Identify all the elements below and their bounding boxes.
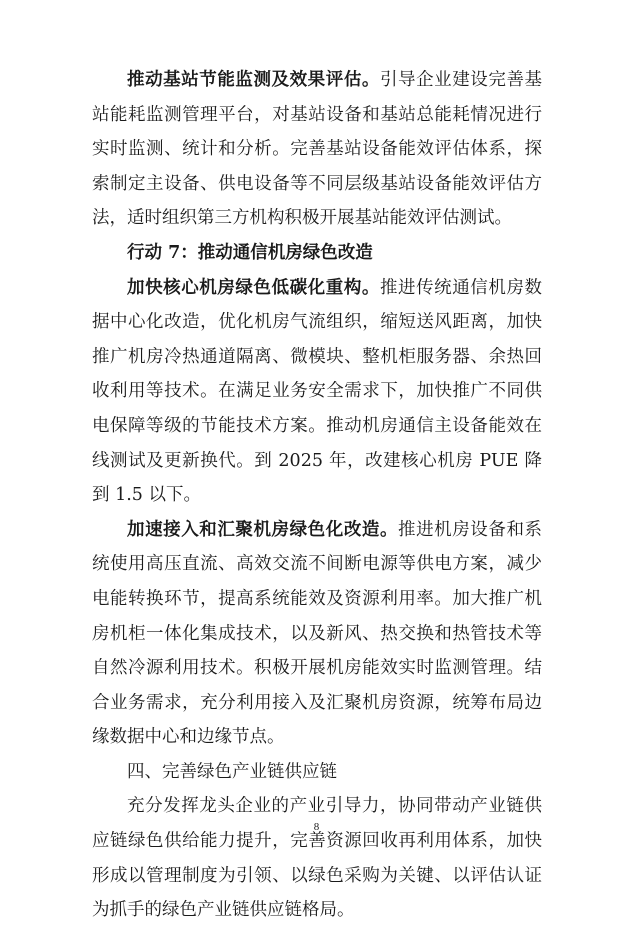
section-heading-action-7: 行动 7：推动通信机房绿色改造 — [127, 242, 373, 263]
paragraph-text: 引导企业建设完善基站能耗监测管理平台，对基站设备和基站总能耗情况进行实时监测、统计和分析。完善基站设备能效评估体系，探索制定主设备、供电设备等不同层级基站设备能效评估方法，适时组织第三方机构积极开展基站能效评估测试。 — [92, 70, 543, 229]
paragraph-core-room — [92, 271, 542, 513]
paragraph-lead: 推动基站节能监测及效果评估。 — [127, 70, 380, 90]
paragraph-lead: 加快核心机房绿色低碳化重构。 — [127, 277, 380, 298]
paragraph-text: 推进机房设备和系统使用高压直流、高效交流不间断电源等供电方案，减少电能转换环节，提高系统能效及资源利用率。加大推广机房机柜一体化集成技术，以及新风、热交换和热管技术等自然冷源利用技术。积极开展机房能效实时监测管理。结合业务需求，充分利用接入及汇聚机房资源，统筹布局边缘数据中心和边缘节点。 — [92, 519, 543, 748]
paragraph-supply-chain: 充分发挥龙头企业的产业引导力，协同带动产业链供应链绿色供给能力提升，完善资源回收再利用体系，加快形成以管理制度为引领、以绿色采购为关键、以评估认证为抓手的绿色产业链供应链格局。 — [92, 796, 542, 921]
page-number: 8 — [313, 821, 320, 833]
section-heading-four: 四、完善绿色产业链供应链 — [127, 761, 337, 782]
paragraph-access-room — [92, 513, 542, 755]
paragraph-base-station-monitoring — [92, 63, 542, 236]
paragraph-lead: 加速接入和汇聚机房绿色化改造。 — [127, 519, 399, 540]
paragraph-text: 推进传统通信机房数据中心化改造，优化机房气流组织，缩短送风距离，加快推广机房冷热通道隔离、微模块、整机柜服务器、余热回收利用等技术。在满足业务安全需求下，加快推广不同供电保障等级的节能技术方案。推动机房通信主设备能效在线测试及更新换代。到 2025 年，改建核心机房 PUE 降到 1.5 以下。 — [92, 277, 543, 506]
document-body — [92, 63, 542, 928]
